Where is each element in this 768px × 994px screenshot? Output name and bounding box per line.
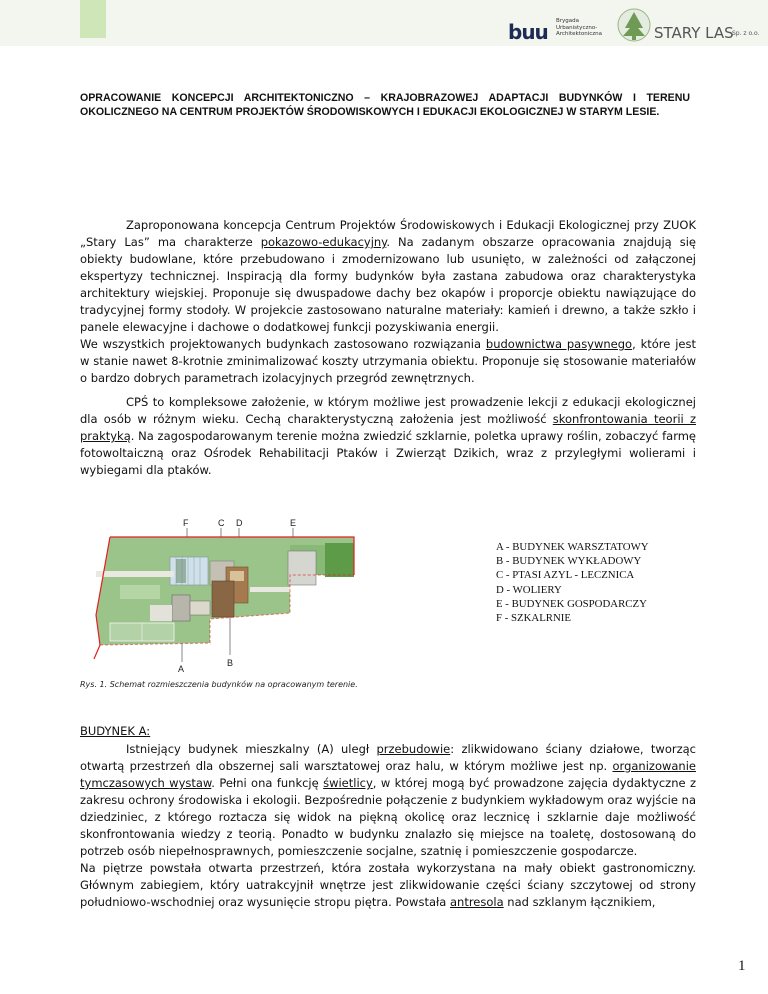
site-legend [496, 540, 649, 625]
legend-item-a: A - BUDYNEK WARSZTATOWY [496, 541, 649, 553]
upper-floor-paragraph: Na piętrze powstała otwarta przestrzeń, która została wykorzystana na mały obiekt gastronomiczny. Głównym zabiegiem, który uatrakcyjnił wnętrze jest zlikwidowanie części ściany szczytowej od strony południowo-wschodniej oraz wysunięcie stropu piętra. Powstała antresola nad szklanym łącznikiem, [80, 861, 696, 909]
buu-logo: buu [508, 20, 548, 44]
tree-logo-icon [614, 8, 654, 42]
cps-paragraph: CPŚ to kompleksowe założenie, w którym możliwe jest prowadzenie lekcji z edukacji ekologicznej dla osób w różnym wieku. Cechą charakterystyczną założenia jest możliwość skonfrontowania teorii z praktyką. Na zagospodarowanym terenie można zwiedzić szklarnie, poletka uprawy roślin, zobaczyć farmę fotowoltaiczną oraz Ośrodek Rehabilitacji Ptaków i Zwierząt Dzikich, wraz z przyległymi wolierami i wybiegami dla ptaków. [80, 395, 696, 477]
intro-paragraph: Zaproponowana koncepcja Centrum Projektów Środowiskowych i Edukacji Ekologicznej przy ZUOK „Stary Las” ma charakterze pokazowo-edukacyjny. Na zadanym obszarze opracowania znajdują się obiekty budowlane, które przebudowano i zmodernizowano lub usunięto, w zależności od załączonej ekspertyzy technicznej. Inspiracją dla formy budynków była zastana zabudowa oraz charakterystyka architektury wiejskiej. Proponuje się dwuspadowe dachy bez okapów i proporcje obiektu nawiązujące do tradycyjnej formy stodoły. W projekcie zastosowano naturalne materiały: kamień i drewno, a także szkło i panele elewacyjne i dachowe o dodatkowej funkcji pozyskiwania energii. [80, 218, 697, 334]
legend-item-d: D - WOLIERY [496, 583, 562, 596]
header-bar [0, 0, 768, 46]
page-number: 1 [738, 958, 746, 974]
stary-las-logo: STARY LAS [654, 24, 734, 42]
legend-item-b: B - BUDYNEK WYKŁADOWY [496, 555, 642, 568]
section-heading: BUDYNEK A: [80, 724, 151, 738]
buu-logo-text: Brygada Urbanistyczno- Architektoniczna [556, 18, 602, 37]
figure-caption: Rys. 1. Schemat rozmieszczenia budynków na opracowanym terenie. [80, 680, 358, 689]
legend-item-f: F - SZKALRNIE [496, 612, 571, 625]
site-label-b: B [227, 658, 234, 668]
site-label-f: F [183, 518, 189, 528]
site-plan [90, 515, 490, 675]
site-label-a: A [178, 664, 185, 674]
document-title: OPRACOWANIE KONCEPCJI ARCHITEKTONICZNO – KRAJOBRAZOWEJ ADAPTACJI BUDYNKÓW I TERENU OKOLICZNEGO NA CENTRUM PROJEKTÓW ŚRODOWISKOWYCH I EDUKACJI EKOLOGICZNEJ W STARYM LESIE. [80, 92, 690, 118]
legend-item-e: E - BUDYNEK GOSPODARCZY [496, 597, 647, 610]
passive-paragraph: We wszystkich projektowanych budynkach zastosowano rozwiązania budownictwa pasywnego, które jest w stanie nawet 8-krotnie zminimalizować koszty utrzymania obiektu. Proponuje się stosowanie materiałów o bardzo dobrych parametrach izolacyjnych przegród zewnętrznych. [80, 337, 696, 385]
building-a-paragraph: Istniejący budynek mieszkalny (A) uległ przebudowie: zlikwidowano ściany działowe, tworząc otwartą przestrzeń dla obszernej sali warsztatowej oraz halu, w którym możliwe jest np. organizowanie tymczasowych wystaw. Pełni ona funkcję świetlicy, w której mogą być prowadzone zajęcia dydaktyczne z zakresu ochrony środowiska i ekologii. Bezpośrednie połączenie z budynkiem wykładowym oraz wyjście na dziedziniec, z którego roztacza się widok na piękną okolicę oraz lecznicę i szklarnie daje możliwość skonfrontowania wiedzy z teorią. Ponadto w budynku znalazło się miejsce na toaletę, dostosowaną do potrzeb osób niepełnosprawnych, pomieszczenie socjalne, szatnię i pomieszczenie gospodarcze. [80, 742, 697, 858]
site-label-d: D [236, 518, 243, 528]
stary-las-suffix: Sp. z o.o. [732, 30, 760, 37]
site-label-c: C [218, 518, 225, 528]
site-label-e: E [290, 518, 297, 528]
legend-item-c: C - PTASI AZYL - LECZNICA [496, 569, 635, 582]
header-green-tab [80, 0, 106, 38]
